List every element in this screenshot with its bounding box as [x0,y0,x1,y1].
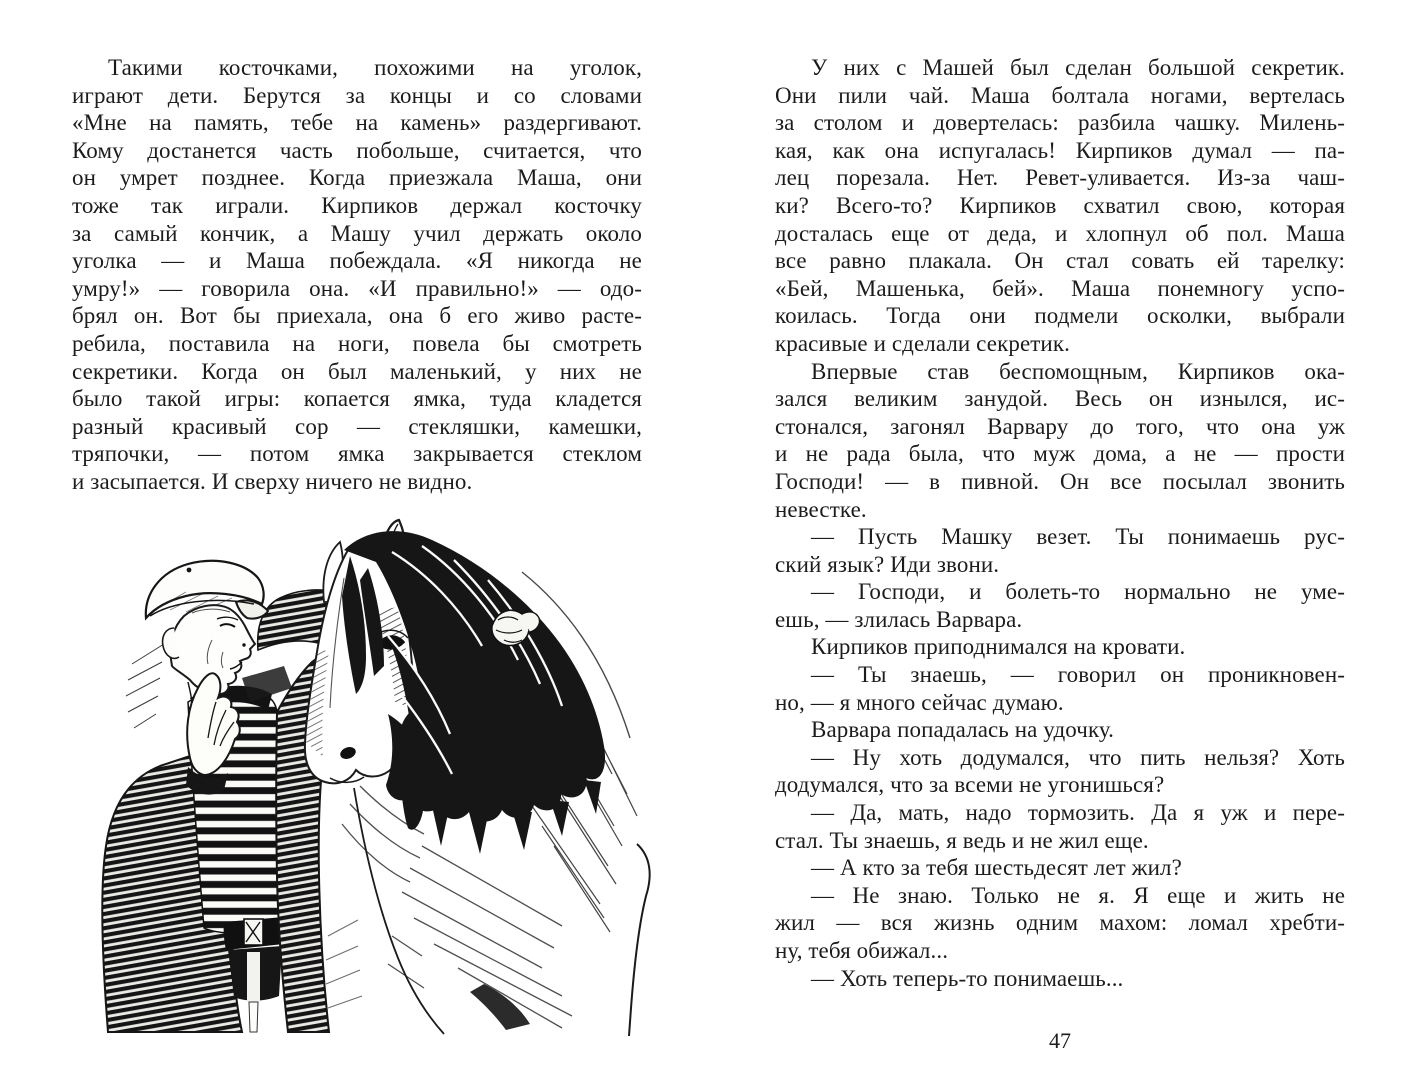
text-line: коилась. Тогда они подмели осколки, выбрали [775,303,1345,329]
text-line: секретики. Когда он был маленький, у них не [72,358,642,384]
text-line: за самый кончик, а Машу учил держать около [72,220,642,246]
horse-figure [305,520,650,1036]
text-line: Варвара попадалась на удочку. [811,717,1115,743]
page-number: 47 [1049,1028,1071,1053]
text-line: Господи! — в пивной. Он все посылал звонить [775,468,1345,494]
text-line: — Хоть теперь-то понимаешь... [811,965,1124,991]
text-line: брял он. Вот бы приехала, она б его живо расте- [72,303,642,329]
text-line: Кому достанется часть побольше, считается, что [72,137,642,163]
text-line: он умрет позднее. Когда приезжала Маша, они [72,165,642,191]
text-line: — Ну хоть додумался, что пить нельзя? Хоть [811,744,1345,770]
text-line: тоже так играли. Кирпиков держал косточку [72,192,642,218]
text-line: досталась еще от деда, и хлопнул об пол. Маша [775,220,1345,246]
text-line: ки? Всего-то? Кирпиков схватил свою, которая [775,192,1345,218]
text-line: тряпочки, — потом ямка закрывается стеклом [72,441,642,467]
text-line: все равно плакала. Он стал совать ей тарелку: [775,248,1345,274]
text-line: ну, тебя обижал... [775,938,949,963]
man-figure [102,561,338,1032]
text-line: — Не знаю. Только не я. Я еще и жить не [811,882,1345,908]
text-line: — Ты знаешь, — говорил он проникновен- [811,662,1345,688]
text-line: красивые и сделали секретик. [775,330,1070,356]
text-line: Они пили чай. Маша болтала ногами, вертелась [775,82,1345,108]
illustration-man-and-horse [92,516,652,1036]
left-page-text [72,54,642,496]
text-line: додумался, что за всеми не угонишься? [775,772,1165,798]
text-line: Впервые став беспомощным, Кирпиков ока- [811,358,1345,384]
text-line: ский язык? Иди звони. [775,551,1000,577]
text-line: стал. Ты знаешь, я ведь и не жил еще. [775,827,1149,853]
text-line: Кирпиков приподнимался на кровати. [811,634,1186,660]
text-line: за столом и довертелась: разбила чашку. Милень- [775,110,1345,136]
right-page-text [775,54,1345,992]
text-line: и не рада была, что муж дома, а не — прости [775,441,1345,467]
text-line: «Бей, Машенька, бей». Маша понемногу успо- [775,275,1345,301]
text-line: было такой игры: копается ямка, туда кладется [72,386,642,412]
text-line: играют дети. Берутся за концы и со словами [72,82,642,108]
text-line: Такими косточками, похожими на уголок, [108,55,642,80]
text-line: «Мне на память, тебе на камень» раздергивают. [72,110,642,136]
text-line: — Господи, и болеть-то нормально не уме- [811,579,1345,605]
text-line: — Да, мать, надо тормозить. Да я уж и пере- [811,800,1345,826]
text-line: У них с Машей был сделан большой секретик. [811,55,1345,80]
text-line: — А кто за тебя шестьдесят лет жил? [811,855,1182,881]
text-line: но, — я много сейчас думаю. [775,689,1064,715]
text-line: уголка — и Маша побеждала. «Я никогда не [72,248,642,274]
man-and-horse-drawing [92,516,652,1036]
text-line: ешь, — злилась Варвара. [775,606,1023,632]
text-line: стонался, загонял Варвару до того, что она уж [775,413,1345,439]
text-line: умру!» — говорила она. «И правильно!» — одо- [72,275,642,301]
text-line: невестке. [775,496,867,522]
text-line: кая, как она испугалась! Кирпиков думал — па- [775,137,1345,163]
text-line: — Пусть Машку везет. Ты понимаешь рус- [811,524,1345,550]
text-line: ребила, поставила на ноги, повела бы смотреть [72,330,642,356]
text-line: жил — вся жизнь одним махом: ломал хребти- [775,910,1345,936]
text-line: лец порезала. Нет. Ревет-уливается. Из-за чаш- [775,165,1345,191]
text-line: и засыпается. И сверху ничего не видно. [72,468,473,494]
text-line: разный красивый сор — стекляшки, камешки, [72,413,642,439]
text-line: зался великим занудой. Весь он изнылся, ис- [775,386,1345,412]
background-hatching [126,644,164,728]
